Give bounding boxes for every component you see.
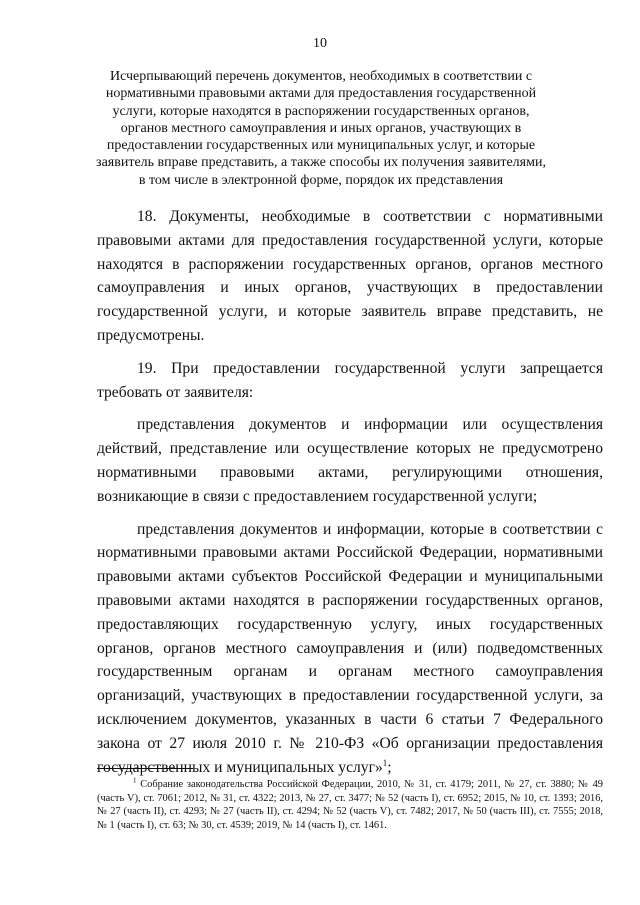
paragraph-19: 19. При предоставлении государственной услуги запрещается требовать от заявителя: <box>97 359 603 401</box>
paragraph-19-item-1: представления документов и информации или осуществления действий, представление или осуществление которых не предусмотрено нормативными правовыми актами, регулирующими отношения, возникающие в связи с предоставлением государственной услуги; <box>97 416 603 505</box>
paragraph-19-item-2-text: представления документов и информации, которые в соответствии с нормативными правовыми актами Российской Федерации, нормативными правовыми актами субъектов Российской Федерации и муниципальными правовыми актами находятся в распоряжении государственных органов, предоставляющих государственную услугу, иных государственных органов, органов местного самоуправления и (или) подведомственных государственным органам и органам местного самоуправления организаций, участвующих в предоставлении государственной услуги, за исключением документов, указанных в части 6 статьи 7 Федерального закона от 27 июля 2010 г. № 210-ФЗ «Об организации предоставления государственных и муниципальных услуг» <box>97 520 603 776</box>
paragraph-18: 18. Документы, необходимые в соответствии с нормативными правовыми актами для предоставления государственной услуги, которые находятся в распоряжении государственных органов, органов местного самоуправления и иных органов, участвующих в предоставлении государственной услуги, и которые заявитель вправе представить, не предусмотрены. <box>97 208 603 344</box>
footnote-divider <box>97 768 193 769</box>
footnote-text: Собрание законодательства Российской Федерации, 2010, № 31, ст. 4179; 2011, № 27, ст. 3880; № 49 (часть V), ст. 7061; 2012, № 31, ст. 4322; 2013, № 27, ст. 3477; № 52 (часть I), ст. 6952; 2015, № 10, ст. 1393; 2016, № 27 (часть II), ст. 4293; № 27 (часть II), ст. 4294; № 52 (часть V), ст. 7482; 2017, № 50 (часть III), ст. 7555; 2018, № 1 (часть I), ст. 63; № 30, ст. 4539; 2019, № 14 (часть I), ст. 1461. <box>97 779 603 831</box>
section-heading: Исчерпывающий перечень документов, необходимых в соответствии с нормативными правовыми актами для предоставления государственной услуги, которые находятся в распоряжении государственных органов, органов местного самоуправления и иных органов, участвующих в предоставлении государственных или муниципальных услуг, и которые заявитель вправе представить, а также способы их получения заявителями, в том числе в электронной форме, порядок их представления <box>96 69 546 188</box>
footnote-marker: 1 <box>133 776 137 785</box>
footnote <box>97 778 603 832</box>
paragraph-tail: ; <box>387 758 392 776</box>
footnote-reference[interactable]: 1 <box>382 757 388 768</box>
paragraph-19-item-2 <box>97 518 603 780</box>
body-text <box>97 205 603 788</box>
page-number: 10 <box>313 36 327 51</box>
